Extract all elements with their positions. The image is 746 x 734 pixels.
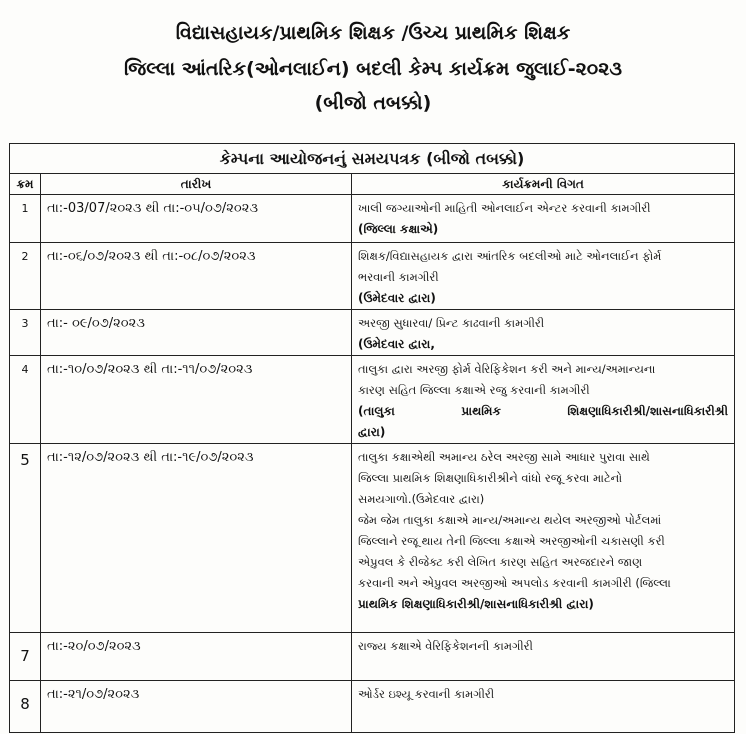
row-date: તા:-૨૧/૦૭/૨૦૨૩ bbox=[41, 681, 352, 733]
row-number: 2 bbox=[10, 243, 41, 310]
row-details: તાલુકા કક્ષાએથી અમાન્ય ઠરેલ અરજી સામે આધાર પુરાવા સાથે જિલ્લા પ્રાથમિક શિક્ષણાધિકારીશ્રીને વાંધો રજૂ કરવા માટેનો સમયગાળો.(ઉમેદવાર દ્વારા) જેમ જેમ તાલુકા કક્ષાએ માન્ય/અમાન્ય થયેલ અરજીઓ પોર્ટલમાં જિલ્લાને રજૂ થાય તેની જિલ્લા કક્ષાએ અરજીઓની ચકાસણી કરી એપ્રુવલ કે રીજેક્ટ કરી લેખિત કારણ સહિત અરજદારને જાણ કરવાની અને એપ્રુવલ અરજીઓ અપલોડ કરવાની કામગીરી (જિલ્લા પ્રાથમિક શિક્ષણાધિકારીશ્રી/શાસનાધિકારીશ્રી દ્વારા) bbox=[352, 444, 735, 633]
header-line-3: (બીજો તબક્કો) bbox=[314, 92, 432, 114]
table-title: કેમ્પના આયોજનનું સમયપત્રક (બીજો તબક્કો) bbox=[10, 144, 735, 174]
row-date: તા:- ૦૯/૦૭/૨૦૨૩ bbox=[41, 310, 352, 356]
row-date: તા:-03/07/૨૦૨૩ થી તા:-૦૫/૦૭/૨૦૨૩ bbox=[41, 195, 352, 243]
row-date: તા:-૧૨/૦૭/૨૦૨૩ થી તા:-૧૯/૦૭/૨૦૨૩ bbox=[41, 444, 352, 633]
table-row bbox=[10, 310, 735, 356]
row-details: તાલુકા દ્વારા અરજી ફોર્મ વેરિફિકેશન કરી અને માન્ય/અમાન્યના કારણ સહિત જિલ્લા કક્ષાએ રજુ કરવાની કામગીરી (તાલુકા પ્રાથમિક શિક્ષણાધિકારીશ્રી/શાસનાધિકારીશ્રી દ્વારા) bbox=[352, 356, 735, 444]
column-header-details: કાર્યક્રમની વિગત bbox=[352, 174, 735, 195]
row-details: અરજી સુધારવા/ પ્રિન્ટ કાઢવાની કામગીરી (ઉમેદવાર દ્વારા, bbox=[352, 310, 735, 356]
row-number: 7 bbox=[10, 633, 41, 681]
row-details: રાજ્ય કક્ષાએ વેરિફિકેશનની કામગીરી bbox=[352, 633, 735, 681]
row-details: ઓર્ડર ઇશ્યૂ કરવાની કામગીરી bbox=[352, 681, 735, 733]
header-line-2: જિલ્લા આંતરિક(ઓનલાઈન) બદલી કેમ્પ કાર્યક્રમ જુલાઈ-૨૦૨૩ bbox=[123, 58, 623, 80]
row-number: 4 bbox=[10, 356, 41, 444]
row-date: તા:-૦૬/૦૭/૨૦૨૩ થી તા:-૦૮/૦૭/૨૦૨૩ bbox=[41, 243, 352, 310]
table-row bbox=[10, 356, 735, 444]
table-row bbox=[10, 195, 735, 243]
row-number: 5 bbox=[10, 444, 41, 633]
header-line-1: વિદ્યાસહાયક/પ્રાથમિક શિક્ષક /ઉચ્ચ પ્રાથમિક શિક્ષક bbox=[175, 22, 571, 44]
table-row bbox=[10, 681, 735, 733]
column-header-sr: ક્રમ bbox=[10, 174, 41, 195]
row-number: 3 bbox=[10, 310, 41, 356]
column-header-date: તારીખ bbox=[41, 174, 352, 195]
row-details: શિક્ષક/વિદ્યાસહાયક દ્વારા આંતરિક બદલીઓ માટે ઓનલાઈન ફોર્મ ભરવાની કામગીરી (ઉમેદવાર દ્વારા) bbox=[352, 243, 735, 310]
table-row bbox=[10, 243, 735, 310]
row-number: 8 bbox=[10, 681, 41, 733]
schedule-table bbox=[9, 143, 735, 733]
row-details: ખાલી જગ્યાઓની માહિતી ઓનલાઈન એન્ટર કરવાની કામગીરી (જિલ્લા કક્ષાએ) bbox=[352, 195, 735, 243]
row-number: 1 bbox=[10, 195, 41, 243]
table-row bbox=[10, 444, 735, 633]
row-date: તા:-૨૦/૦૭/૨૦૨૩ bbox=[41, 633, 352, 681]
table-row bbox=[10, 633, 735, 681]
row-date: તા:-૧૦/૦૭/૨૦૨૩ થી તા:-૧૧/૦૭/૨૦૨૩ bbox=[41, 356, 352, 444]
